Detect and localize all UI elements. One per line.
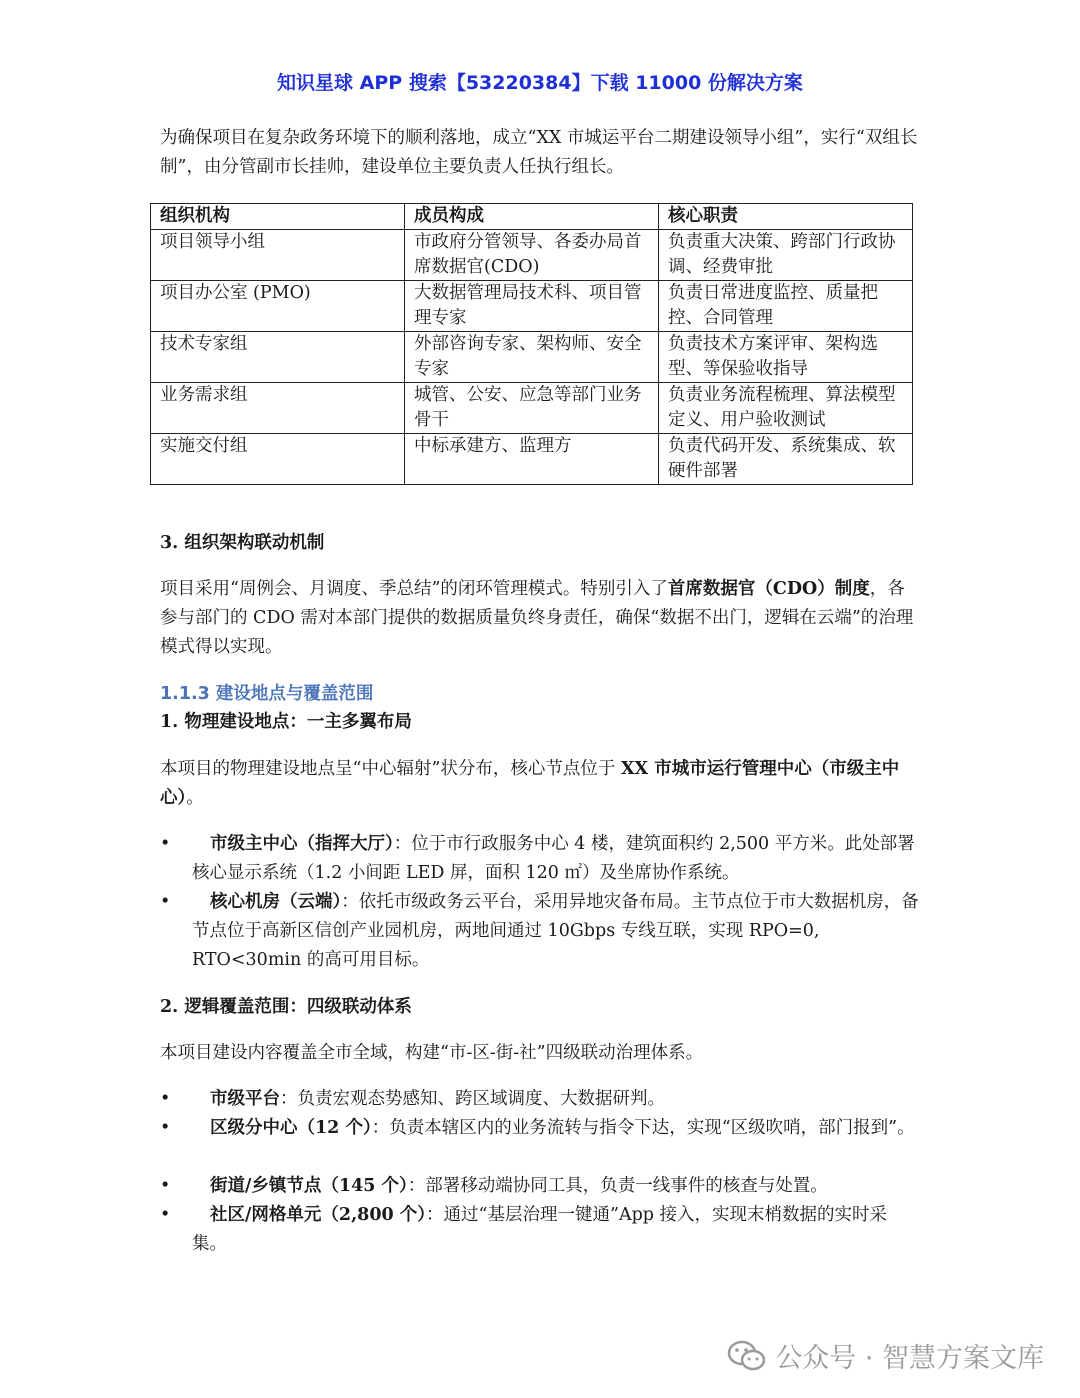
- bullet-icon: •: [160, 1089, 171, 1109]
- table-cell: 项目办公室 (PMO): [151, 281, 405, 332]
- bullet-icon: •: [160, 1118, 171, 1138]
- list-item-bold: 核心机房（云端）: [210, 892, 342, 912]
- table-cell: 实施交付组: [151, 434, 405, 485]
- physical-location-heading: 1. 物理建设地点：一主多翼布局: [160, 712, 412, 732]
- bullet-icon: •: [160, 892, 171, 912]
- section-3-text-bold: 首席数据官（CDO）制度: [667, 579, 870, 599]
- section-3-heading: 3. 组织架构联动机制: [160, 533, 325, 553]
- list-item-text: ：位于市行政服务中心 4 楼，建筑面积约 2,500 平方米。此处部署核心显示系统（1.2 小间距 LED 屏，面积 120 ㎡）及坐席协作系统。: [192, 834, 915, 883]
- table-cell: 大数据管理局技术科、项目管理专家: [405, 281, 659, 332]
- list-item-bold: 社区/网格单元（2,800 个）: [210, 1205, 427, 1225]
- table-header-row: [151, 204, 913, 230]
- list-item-bold: 市级平台: [210, 1089, 280, 1109]
- list-item-text: ：负责本辖区内的业务流转与指令下达，实现“区级吹哨，部门报到”。: [371, 1118, 915, 1138]
- physical-text-bold: XX 市城市运行管理中心（市级主中心）: [160, 759, 900, 808]
- logical-coverage-paragraph: 本项目建设内容覆盖全市全域，构建“市-区-街-社”四级联动治理体系。: [160, 1043, 704, 1063]
- bullet-icon: •: [160, 1176, 171, 1196]
- list-item-bold: 区级分中心（12 个）: [210, 1118, 372, 1138]
- table-cell: 负责技术方案评审、架构选型、等保验收指导: [659, 332, 913, 383]
- table-cell: 负责日常进度监控、质量把控、合同管理: [659, 281, 913, 332]
- list-item-text: ：部署移动端协同工具，负责一线事件的核查与处置。: [407, 1176, 828, 1196]
- heading-1-1-3: 1.1.3 建设地点与覆盖范围: [160, 684, 374, 704]
- watermark-text: 公众号 · 智慧方案文库: [775, 1343, 1044, 1374]
- organization-table: [150, 203, 913, 485]
- watermark: [727, 1336, 1044, 1375]
- table-header: 组织机构: [151, 204, 405, 230]
- banner-title[interactable]: 知识星球 APP 搜索【53220384】下载 11000 份解决方案: [277, 72, 803, 94]
- list-item: [160, 888, 920, 975]
- table-row: [151, 332, 913, 383]
- wechat-icon: [727, 1339, 767, 1373]
- table-cell: 项目领导小组: [151, 230, 405, 281]
- list-item: [160, 830, 920, 888]
- table-row: [151, 230, 913, 281]
- table-cell: 技术专家组: [151, 332, 405, 383]
- table-cell: 外部咨询专家、架构师、安全专家: [405, 332, 659, 383]
- table-cell: 城管、公安、应急等部门业务骨干: [405, 383, 659, 434]
- list-item: [160, 1114, 920, 1143]
- section-3-text-post: ，各参与部门的 CDO 需对本部门提供的数据质量负终身责任，确保“数据不出门，逻辑在云端”的治理模式得以实现。: [160, 579, 914, 657]
- intro-paragraph: 为确保项目在复杂政务环境下的顺利落地，成立“XX 市城运平台二期建设领导小组”，实行“双组长制”，由分管副市长挂帅，建设单位主要负责人任执行组长。: [160, 128, 918, 177]
- list-item-bold: 街道/乡镇节点（145 个）: [210, 1176, 408, 1196]
- list-item-text: ：依托市级政务云平台，采用异地灾备布局。主节点位于市大数据机房，备节点位于高新区信创产业园机房，两地间通过 10Gbps 专线互联，实现 RPO=0, RTO<30min 的高可用目标。: [192, 892, 919, 970]
- physical-location-paragraph: [160, 755, 920, 813]
- table-cell: 负责重大决策、跨部门行政协调、经费审批: [659, 230, 913, 281]
- physical-text-pre: 本项目的物理建设地点呈“中心辐射”状分布，核心节点位于: [160, 759, 621, 779]
- table-cell: 业务需求组: [151, 383, 405, 434]
- physical-text-post: 。: [186, 788, 204, 808]
- list-item: [160, 1172, 920, 1201]
- logical-coverage-heading: 2. 逻辑覆盖范围：四级联动体系: [160, 997, 412, 1017]
- list-item-text: ：通过“基层治理一键通”App 接入，实现末梢数据的实时采集。: [192, 1205, 888, 1254]
- section-3-text-pre: 项目采用“周例会、月调度、季总结”的闭环管理模式。特别引入了: [160, 579, 668, 599]
- list-item: [160, 1201, 920, 1259]
- table-cell: 中标承建方、监理方: [405, 434, 659, 485]
- table-header: 成员构成: [405, 204, 659, 230]
- table-cell: 负责业务流程梳理、算法模型定义、用户验收测试: [659, 383, 913, 434]
- section-3-paragraph: [160, 575, 920, 662]
- list-item: [160, 1085, 920, 1114]
- table-row: [151, 383, 913, 434]
- table-cell: 市政府分管领导、各委办局首席数据官(CDO): [405, 230, 659, 281]
- bullet-icon: •: [160, 1205, 171, 1225]
- table-row: [151, 434, 913, 485]
- table-row: [151, 281, 913, 332]
- table-header: 核心职责: [659, 204, 913, 230]
- table-cell: 负责代码开发、系统集成、软硬件部署: [659, 434, 913, 485]
- bullet-icon: •: [160, 834, 171, 854]
- list-item-bold: 市级主中心（指挥大厅）: [210, 834, 394, 854]
- list-item-text: ：负责宏观态势感知、跨区域调度、大数据研判。: [280, 1089, 665, 1109]
